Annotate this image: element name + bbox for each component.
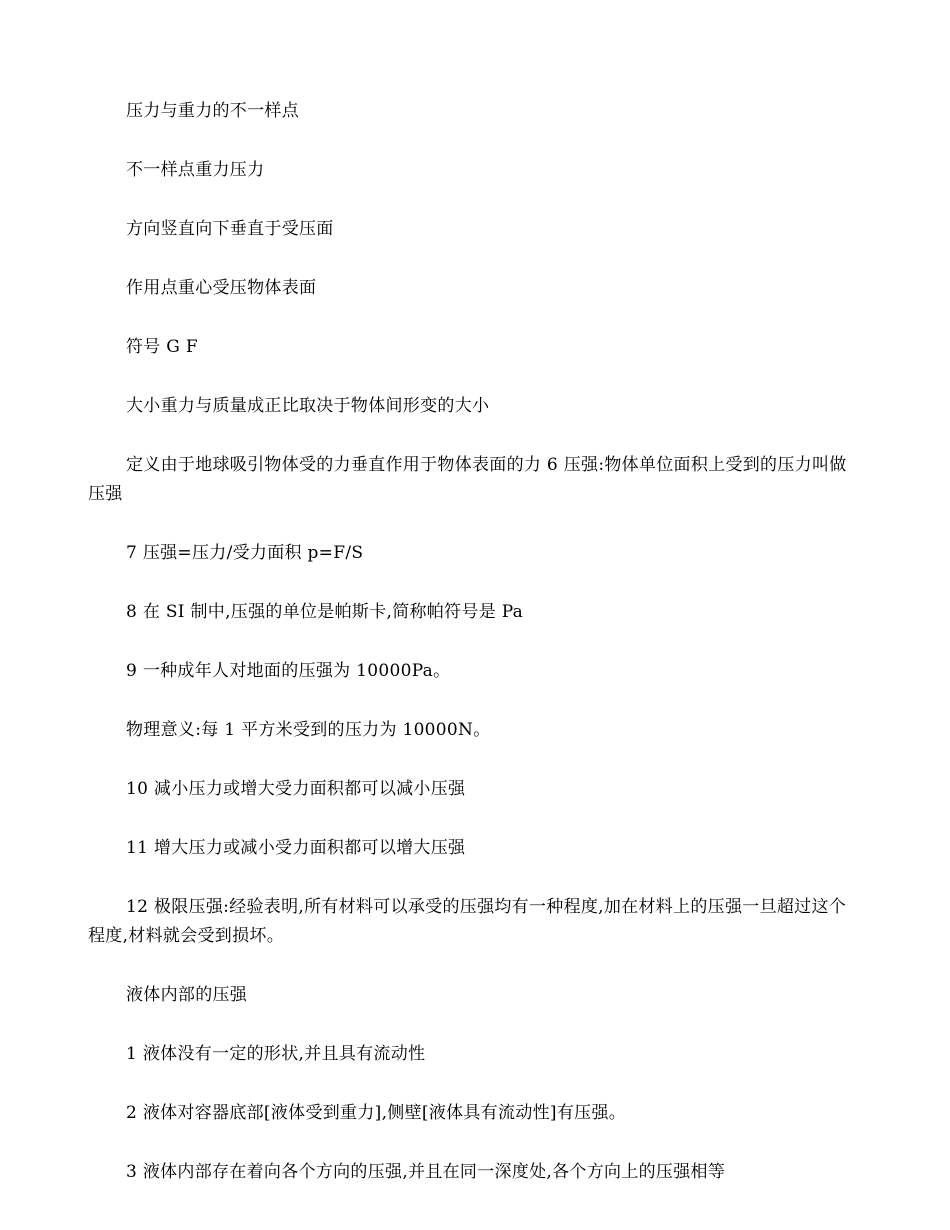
paragraph: 1 液体没有一定的形状,并且具有流动性 — [126, 1044, 426, 1064]
paragraph: 符号 G F — [126, 337, 198, 357]
paragraph: 12 极限压强:经验表明,所有材料可以承受的压强均有一种程度,加在材料上的压强一旦超过这个程度,材料就会受到损坏。 — [88, 897, 847, 946]
paragraph: 大小重力与质量成正比取决于物体间形变的大小 — [126, 396, 490, 416]
paragraph: 8 在 SI 制中,压强的单位是帕斯卡,简称帕符号是 Pa — [126, 602, 524, 622]
document-body — [88, 97, 860, 1217]
paragraph: 9 一种成年人对地面的压强为 10000Pa。 — [126, 661, 451, 681]
paragraph: 10 减小压力或增大受力面积都可以减小压强 — [126, 779, 466, 799]
paragraph: 作用点重心受压物体表面 — [126, 278, 317, 298]
paragraph: 11 增大压力或减小受力面积都可以增大压强 — [126, 838, 466, 858]
paragraph: 物理意义:每 1 平方米受到的压力为 10000N。 — [126, 720, 491, 740]
paragraph: 3 液体内部存在着向各个方向的压强,并且在同一深度处,各个方向上的压强相等 — [126, 1162, 726, 1182]
paragraph: 液体内部的压强 — [126, 985, 248, 1005]
paragraph: 不一样点重力压力 — [126, 160, 265, 180]
paragraph: 2 液体对容器底部[液体受到重力],侧壁[液体具有流动性]有压强。 — [126, 1103, 627, 1123]
paragraph: 7 压强=压力/受力面积 p=F/S — [126, 543, 364, 563]
paragraph: 定义由于地球吸引物体受的力垂直作用于物体表面的力 6 压强:物体单位面积上受到的压力叫做压强 — [88, 455, 847, 504]
paragraph: 压力与重力的不一样点 — [126, 101, 299, 121]
paragraph: 方向竖直向下垂直于受压面 — [126, 219, 334, 239]
